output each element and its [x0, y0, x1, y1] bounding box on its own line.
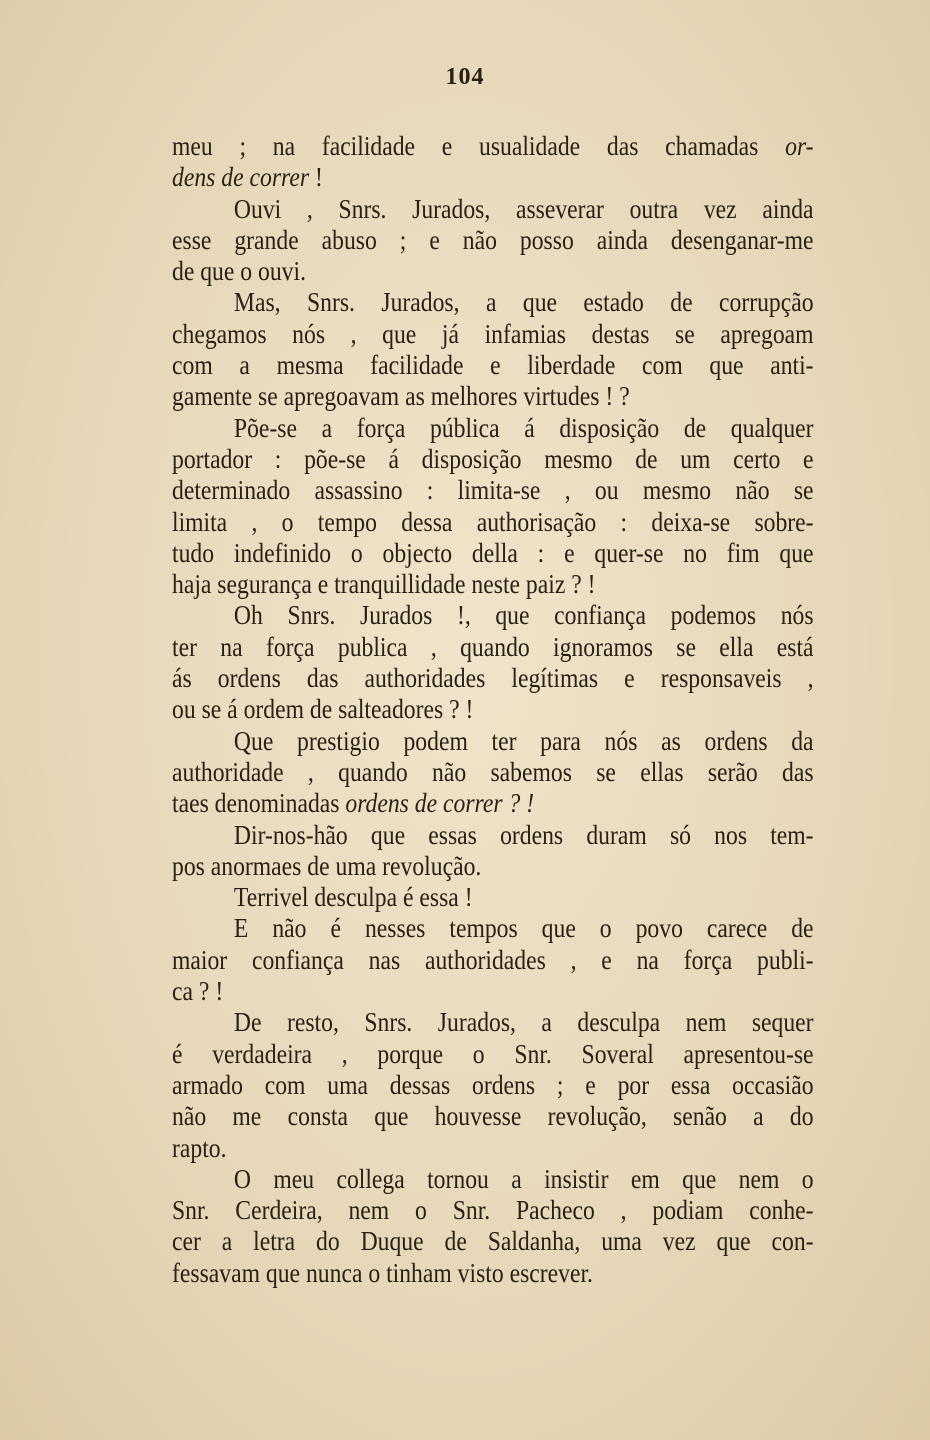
text-line: authoridade , quando não sabemos se ellas serão das — [172, 755, 814, 787]
text-line: fessavam que nunca o tinham visto escrever. — [172, 1256, 593, 1288]
text-line: Que prestigio podem ter para nós as ordens da — [233, 724, 814, 756]
text-line: Snr. Cerdeira, nem o Snr. Pacheco , podiam conhe- — [172, 1194, 814, 1226]
text-line: esse grande abuso ; e não posso ainda desenganar-me — [172, 223, 814, 255]
text-line: ter na força publica , quando ignoramos se ella está — [172, 630, 814, 662]
text-line: tudo indefinido o objecto della : e quer-se no fim que — [172, 536, 814, 568]
text-line: Mas, Snrs. Jurados, a que estado de corrupção — [233, 286, 814, 318]
text-line: portador : põe-se á disposição mesmo de um certo e — [172, 442, 814, 474]
text-line: rapto. — [172, 1131, 227, 1163]
text-line: maior confiança nas authoridades , e na força publi- — [172, 943, 814, 975]
text-line: de que o ouvi. — [172, 255, 306, 287]
text-line: não me consta que houvesse revolução, senão a do — [172, 1100, 814, 1132]
text-line: Dir-nos-hão que essas ordens duram só nos tem- — [233, 818, 814, 850]
text-line: taes denominadas ordens de correr ? ! — [172, 787, 535, 819]
text-line: limita , o tempo dessa authorisação : deixa-se sobre- — [172, 505, 814, 537]
text-line: cer a letra do Duque de Saldanha, uma vez que con- — [172, 1225, 814, 1257]
text-line: dens de correr ! — [172, 161, 323, 193]
text-line: pos anormaes de uma revolução. — [172, 849, 482, 881]
text-line: determinado assassino : limita-se , ou mesmo não se — [172, 474, 814, 506]
text-line: ás ordens das authoridades legítimas e responsaveis , — [172, 662, 814, 694]
text-line: E não é nesses tempos que o povo carece de — [233, 912, 814, 944]
text-line: chegamos nós , que já infamias destas se apregoam — [172, 317, 814, 349]
text-line: ca ? ! — [172, 975, 224, 1007]
text-line: gamente se apregoavam as melhores virtudes ! ? — [172, 380, 630, 412]
text-line: é verdadeira , porque o Snr. Soveral apresentou-se — [172, 1037, 814, 1069]
text-line: Põe-se a força pública á disposição de qualquer — [233, 411, 814, 443]
text-line: Oh Snrs. Jurados !, que confiança podemos nós — [233, 599, 814, 631]
text-line: Terrivel desculpa é essa ! — [233, 881, 473, 913]
text-line: ou se á ordem de salteadores ? ! — [172, 693, 474, 725]
text-line: O meu collega tornou a insistir em que nem o — [233, 1162, 814, 1194]
text-line: Ouvi , Snrs. Jurados, asseverar outra vez ainda — [233, 192, 814, 224]
text-line: armado com uma dessas ordens ; e por essa occasião — [172, 1068, 814, 1100]
body-text — [172, 130, 814, 1288]
text-line: haja segurança e tranquillidade neste paiz ? ! — [172, 568, 596, 600]
text-line: De resto, Snrs. Jurados, a desculpa nem sequer — [233, 1006, 814, 1038]
page-number: 104 — [445, 64, 485, 90]
text-line: meu ; na facilidade e usualidade das chamadas or- — [172, 130, 814, 161]
text-line: com a mesma facilidade e liberdade com que anti- — [172, 349, 814, 381]
